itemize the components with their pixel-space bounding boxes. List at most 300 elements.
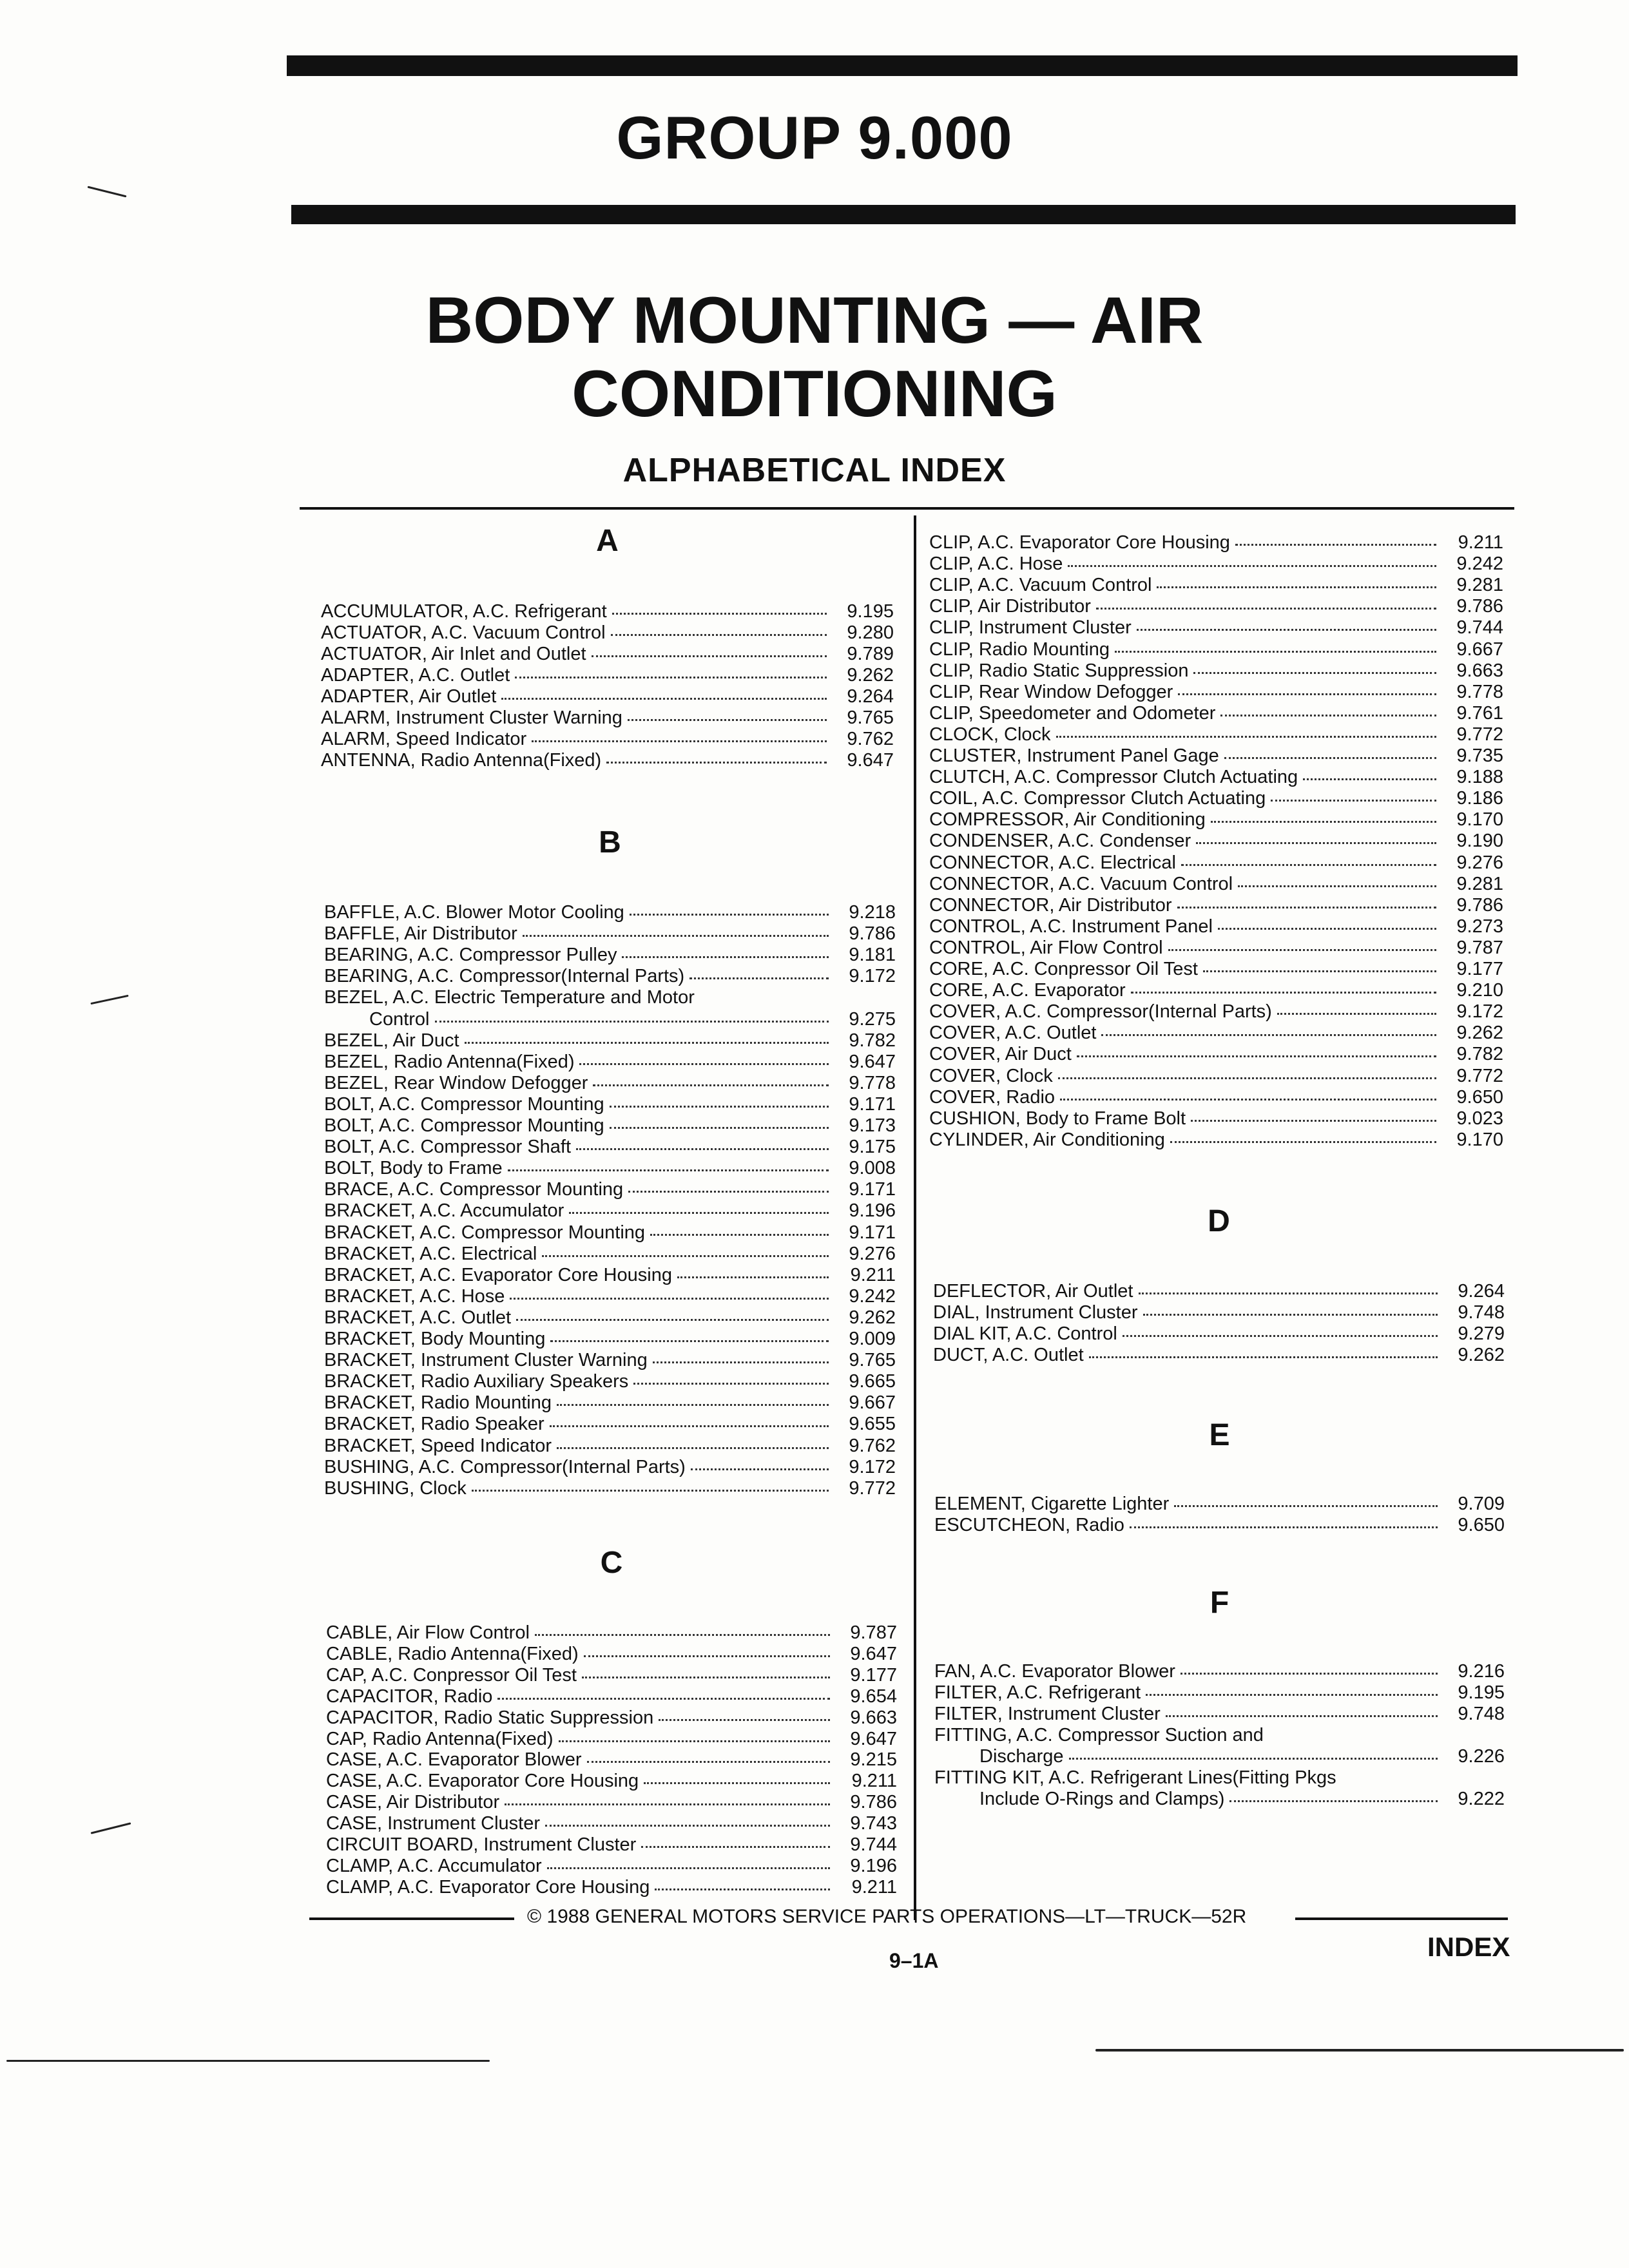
dot-leader [1139,1290,1438,1294]
index-entry [324,1436,896,1457]
index-entry-page: 9.647 [850,1643,897,1664]
dot-leader [535,1631,830,1636]
index-entry [321,665,894,686]
index-entry-page: 9.786 [1456,894,1503,916]
index-entry-text: CLIP, A.C. Vacuum Control [929,575,1152,596]
dot-leader [653,1359,829,1363]
index-title: ALPHABETICAL INDEX [622,452,1007,489]
index-entry [324,1137,896,1158]
dot-leader [1211,818,1436,823]
dot-leader [1058,1075,1436,1079]
index-entry-page: 9.211 [851,1771,897,1792]
index-entry-page: 9.782 [849,1030,896,1051]
index-entry [929,532,1503,553]
index-entry-page: 9.195 [1458,1682,1505,1703]
index-entry-text: CLIP, A.C. Hose [929,553,1063,575]
index-entry-page: 9.787 [850,1622,897,1643]
dot-leader [1203,968,1436,972]
index-entry-page: 9.647 [850,1728,897,1749]
index-entry-text: ACCUMULATOR, A.C. Refrigerant [321,601,607,622]
section-title-line2: CONDITIONING [572,357,1057,430]
dot-leader [1193,669,1436,674]
index-entry-text: BEARING, A.C. Compressor Pulley [324,945,617,966]
index-entry [326,1813,897,1834]
index-entry-page: 9.023 [1456,1108,1503,1129]
index-label: INDEX [1427,1932,1510,1962]
dot-leader [1174,1503,1438,1507]
index-entry [933,1323,1505,1345]
index-entry-page: 9.762 [849,1435,896,1456]
dot-leader [1096,605,1436,610]
dot-leader [628,716,827,721]
index-entry [324,923,896,945]
index-entry-text: FAN, A.C. Evaporator Blower [934,1661,1175,1682]
index-entry-text: CONNECTOR, A.C. Electrical [929,852,1176,873]
index-entry-text: ANTENNA, Radio Antenna(Fixed) [321,750,602,771]
index-entry-text: BRACKET, Radio Auxiliary Speakers [324,1371,629,1392]
dot-leader [510,1295,829,1300]
index-entry [326,1877,897,1898]
index-entry [326,1686,897,1707]
index-entry-text: BRACKET, A.C. Evaporator Core Housing [324,1264,672,1285]
dot-leader [1060,1096,1436,1100]
index-entry-continuation: Include O-Rings and Clamps) [979,1789,1225,1809]
dot-leader [532,738,827,742]
index-entry-page: 9.281 [1456,575,1503,596]
index-entry-text: DIAL KIT, A.C. Control [933,1323,1117,1344]
index-entry [326,1792,897,1813]
index-entry-page: 9.188 [1456,767,1503,788]
dot-leader [516,1316,829,1321]
index-entry-page: 9.009 [849,1329,896,1349]
index-entry-continuation: Discharge [979,1746,1064,1767]
index-entry-text: CLUTCH, A.C. Compressor Clutch Actuating [929,767,1298,788]
index-entry-page: 9.170 [1456,809,1503,831]
index-entry-page: 9.172 [849,1456,896,1477]
dot-leader [1218,925,1436,930]
dot-leader [1224,754,1436,759]
index-entry-page: 9.215 [850,1749,897,1771]
dot-leader [515,674,827,678]
index-entry [324,1350,896,1371]
index-entry-text: COVER, Clock [929,1065,1053,1086]
dot-leader [644,1780,830,1784]
index-entry [929,895,1503,916]
index-entry-text: CABLE, Air Flow Control [326,1622,530,1643]
index-entry [326,1834,897,1856]
index-entry-page: 9.280 [847,622,894,643]
index-entry-page: 9.786 [850,1792,897,1813]
index-entry-text: CUSHION, Body to Frame Bolt [929,1108,1186,1129]
index-entry-text: CAP, Radio Antenna(Fixed) [326,1728,554,1749]
index-entry-text: ELEMENT, Cigarette Lighter [934,1494,1170,1514]
index-entry-text: CORE, A.C. Conpressor Oil Test [929,959,1198,979]
section-title [0,284,1629,430]
index-entry-page: 9.171 [849,1093,896,1115]
index-entry [929,959,1503,980]
footer-rule-left [309,1917,514,1920]
index-entry-text: CASE, Instrument Cluster [326,1813,540,1834]
dot-leader [587,1758,831,1763]
index-entry-page: 9.181 [849,945,896,966]
footer-rule-right [1295,1917,1508,1920]
index-entry-text: BRACE, A.C. Compressor Mounting [324,1179,624,1200]
dot-leader [542,1253,829,1257]
index-entry [324,1030,896,1052]
dot-leader [1271,797,1436,802]
dot-leader [677,1274,829,1278]
index-entry-page: 9.765 [847,707,894,728]
index-entry-text: ALARM, Instrument Cluster Warning [321,707,622,728]
index-entry-page: 9.173 [849,1115,896,1136]
dot-leader [1277,1010,1436,1015]
index-entry-page: 9.663 [1456,660,1503,681]
index-entry-page: 9.778 [849,1072,896,1093]
index-entry-text: CLIP, Instrument Cluster [929,617,1132,639]
index-entry-text: BEZEL, Radio Antenna(Fixed) [324,1051,575,1072]
index-entry-text: CLIP, A.C. Evaporator Core Housing [929,532,1230,553]
index-title-rule [300,507,1514,510]
index-entry-page: 9.786 [1456,596,1503,617]
index-entry-text: CLOCK, Clock [929,724,1051,745]
dot-leader [689,975,829,979]
index-entry-text: COVER, Radio [929,1086,1055,1108]
section-letter-e: E [1209,1418,1230,1452]
index-entry [324,1073,896,1094]
dot-leader [472,1487,829,1492]
dot-leader [557,1401,829,1406]
index-entry [324,1414,896,1435]
index-entry-page: 9.281 [1456,873,1503,894]
index-entry-page: 9.279 [1458,1323,1505,1344]
index-entry [369,1009,896,1030]
index-entry [929,660,1503,682]
index-entry-text: BAFFLE, Air Distributor [324,923,517,945]
top-rule-bar [287,55,1518,76]
dot-leader [612,610,827,615]
index-entry-page: 9.772 [849,1477,896,1499]
index-entry [929,745,1503,767]
index-entry [324,1371,896,1392]
index-entry-text: CAP, A.C. Conpressor Oil Test [326,1664,577,1686]
index-entry-text: COVER, Air Duct [929,1044,1072,1065]
index-entry-text: CONNECTOR, A.C. Vacuum Control [929,873,1233,894]
index-entry-page: 9.216 [1458,1661,1505,1682]
index-entry-page: 9.778 [1456,681,1503,702]
index-entry [929,1001,1503,1023]
dot-leader [435,1018,829,1023]
index-entry [324,1158,896,1179]
index-entry-text: BRACKET, A.C. Electrical [324,1243,537,1264]
index-entry-page: 9.743 [850,1813,897,1834]
dot-leader [641,1843,830,1848]
index-entry-text: BEZEL, Rear Window Defogger [324,1072,588,1093]
index-entry-text: CONNECTOR, Air Distributor [929,894,1172,916]
index-entry-page: 9.654 [850,1686,897,1707]
index-entry-text: BRACKET, Body Mounting [324,1329,546,1349]
index-entry [324,1329,896,1350]
index-entry [326,1622,897,1644]
index-entry [321,750,894,771]
dot-leader [633,1380,829,1385]
index-entry [934,1682,1505,1704]
index-entry-text: DEFLECTOR, Air Outlet [933,1281,1133,1302]
index-entry [929,1023,1503,1044]
index-entry-page: 9.262 [1456,1023,1503,1044]
index-entry-page: 9.211 [1458,532,1503,553]
scan-bottom-line [6,2060,490,2062]
dot-leader [1181,861,1436,866]
index-entry [324,966,896,987]
dot-leader [606,759,827,764]
index-entry-page: 9.170 [1456,1129,1503,1150]
dot-leader [1181,1670,1438,1675]
index-entry-page: 9.211 [851,1876,897,1898]
dot-leader [1170,1139,1436,1143]
index-entry-text: BRACKET, A.C. Outlet [324,1307,512,1328]
index-entry-text: ACTUATOR, Air Inlet and Outlet [321,644,586,664]
dot-leader [497,1695,830,1700]
section-letter-f: F [1210,1586,1229,1620]
index-entry [979,1746,1505,1767]
index-entry-text: CONTROL, Air Flow Control [929,937,1163,958]
dot-leader [592,653,827,657]
dot-leader [545,1822,830,1827]
index-entry-page: 9.262 [847,665,894,686]
index-entry-page: 9.273 [1456,916,1503,937]
index-entry-text: ALARM, Speed Indicator [321,729,527,749]
index-entry-text: BRACKET, Radio Speaker [324,1414,545,1435]
index-entry-text: BOLT, A.C. Compressor Mounting [324,1093,604,1115]
index-entry-text: CLIP, Radio Mounting [929,639,1110,660]
index-entry-text: CONDENSER, A.C. Condenser [929,831,1191,852]
index-entry-text: CLUSTER, Instrument Panel Gage [929,745,1219,766]
index-entry-page: 9.665 [849,1371,896,1392]
dot-leader [550,1423,829,1427]
index-entry [321,601,894,622]
dot-leader [610,1103,829,1108]
index-entry-page: 9.210 [1456,980,1503,1001]
scan-mark [90,995,128,1004]
index-entry [979,1789,1505,1810]
index-entry [321,686,894,707]
index-entry-text: BRACKET, A.C. Accumulator [324,1200,564,1222]
index-entry-page: 9.177 [850,1664,897,1686]
scan-mark [91,1822,131,1834]
index-entry-text: BEZEL, Air Duct [324,1030,459,1051]
index-entry-text: CLAMP, A.C. Evaporator Core Housing [326,1876,650,1898]
dot-leader [593,1082,829,1086]
group-rule-bar [291,205,1516,224]
index-entry [321,622,894,644]
index-entry [929,575,1503,596]
index-entry [929,553,1503,575]
index-entry-text: CLIP, Rear Window Defogger [929,681,1173,702]
index-entry-page: 9.650 [1458,1515,1505,1535]
index-entry [321,644,894,665]
index-entry [929,831,1503,852]
dot-leader [505,1801,830,1805]
index-entry-text: DIAL, Instrument Cluster [933,1302,1138,1323]
index-entry-page: 9.787 [1456,937,1503,958]
index-entry-text: ADAPTER, Air Outlet [321,686,497,707]
index-entry-text: ESCUTCHEON, Radio [934,1515,1124,1535]
column-divider [914,515,916,1920]
index-entry-page: 9.663 [850,1707,897,1728]
dot-leader [1056,733,1436,738]
index-entry-continuation: Control [369,1008,430,1030]
index-entry [929,937,1503,959]
index-entry-page: 9.276 [849,1243,896,1264]
dot-leader [630,911,829,916]
dot-leader [1303,776,1436,780]
index-entry-text: ACTUATOR, A.C. Vacuum Control [321,622,606,643]
dot-leader [1157,584,1436,588]
copyright-text: © 1988 GENERAL MOTORS SERVICE PARTS OPERATIONS—LT—TRUCK—52R [527,1906,1247,1927]
index-entry-page: 9.211 [850,1264,896,1285]
dot-leader [622,954,829,958]
dot-leader [1196,840,1436,844]
index-entry-page: 9.218 [849,902,896,923]
index-entry-text: CLIP, Radio Static Suppression [929,660,1189,681]
group-title: GROUP 9.000 [616,104,1013,171]
index-entry [324,945,896,966]
index-entry [324,1179,896,1200]
index-entry-text: CLAMP, A.C. Accumulator [326,1855,542,1876]
index-entry-page: 9.667 [1456,639,1503,660]
index-entry-page: 9.264 [847,686,894,707]
index-entry-text: BEARING, A.C. Compressor(Internal Parts) [324,966,685,987]
index-entry-page: 9.242 [849,1285,896,1307]
index-entry-text: CAPACITOR, Radio [326,1686,493,1707]
dot-leader [1191,1117,1436,1122]
index-entry [326,1856,897,1877]
index-entry [929,980,1503,1001]
index-entry [324,1307,896,1329]
index-entry [324,1392,896,1414]
index-entry-page: 9.242 [1456,553,1503,575]
index-entry-text: BUSHING, A.C. Compressor(Internal Parts) [324,1456,686,1477]
index-entry [933,1302,1505,1323]
dot-leader [1238,883,1436,887]
scan-bottom-line [1095,2049,1624,2052]
index-entry-page: 9.172 [849,966,896,987]
dot-leader [465,1039,829,1044]
index-entry-page: 9.761 [1456,702,1503,724]
section-letter-c: C [600,1546,623,1580]
dot-leader [547,1865,830,1869]
index-entry-text: CLIP, Speedometer and Odometer [929,702,1216,724]
scan-mark [88,186,127,198]
index-entry [326,1707,897,1729]
index-entry [324,1222,896,1244]
index-entry-text: BRACKET, A.C. Compressor Mounting [324,1222,646,1243]
index-entry-page: 9.226 [1458,1746,1505,1767]
index-entry [929,1129,1503,1151]
dot-leader [582,1674,830,1678]
dot-leader [557,1445,829,1449]
index-entry-text: COMPRESSOR, Air Conditioning [929,809,1206,831]
dot-leader [1166,1713,1438,1717]
dot-leader [1235,541,1436,546]
index-entry-text: BRACKET, Speed Indicator [324,1435,552,1456]
index-entry-page: 9.172 [1456,1001,1503,1023]
index-entry-page: 9.735 [1456,745,1503,766]
index-entry [324,902,896,923]
dot-leader [1177,904,1436,908]
index-entry-text: FITTING, A.C. Compressor Suction and [934,1725,1264,1745]
index-entry [934,1661,1505,1682]
index-entry-page: 9.647 [847,750,894,771]
index-entry [321,707,894,729]
dot-leader [1143,1311,1438,1316]
index-entry-page: 9.262 [1458,1345,1505,1365]
index-entry-text: COIL, A.C. Compressor Clutch Actuating [929,788,1266,809]
index-entry-text: BOLT, A.C. Compressor Mounting [324,1115,604,1136]
dot-leader [1123,1332,1438,1337]
dot-leader [1130,1524,1438,1528]
index-entry-text: COVER, A.C. Outlet [929,1023,1097,1044]
index-entry [929,639,1503,660]
index-entry-page: 9.186 [1456,788,1503,809]
index-entry-text: CIRCUIT BOARD, Instrument Cluster [326,1834,637,1855]
index-entry-page: 9.177 [1456,959,1503,979]
dot-leader [508,1167,829,1171]
dot-leader [1229,1798,1438,1802]
index-entry [933,1281,1505,1302]
dot-leader [655,1886,830,1890]
index-entry-text: BEZEL, A.C. Electric Temperature and Motor [324,987,695,1008]
dot-leader [1146,1691,1438,1696]
index-entry [326,1749,897,1771]
index-entry-page: 9.264 [1458,1281,1505,1302]
index-entry-text: ADAPTER, A.C. Outlet [321,665,510,686]
index-entry [934,1704,1505,1725]
index-entry [324,1286,896,1307]
index-entry [929,703,1503,724]
section-letter-b: B [599,825,621,860]
index-entry-text: COVER, A.C. Compressor(Internal Parts) [929,1001,1272,1023]
index-entry-page: 9.709 [1458,1494,1505,1514]
index-entry [326,1729,897,1750]
index-entry-text: BUSHING, Clock [324,1477,467,1499]
dot-leader [550,1338,829,1342]
index-entry-page: 9.667 [849,1392,896,1414]
index-entry-page: 9.772 [1456,1065,1503,1086]
index-entry-text: BAFFLE, A.C. Blower Motor Cooling [324,902,624,923]
dot-leader [576,1146,829,1150]
index-entry [326,1771,897,1792]
index-entry-page: 9.650 [1456,1086,1503,1108]
dot-leader [1131,989,1436,994]
index-entry-page: 9.762 [847,729,894,749]
index-entry-page: 9.175 [849,1137,896,1158]
dot-leader [610,1124,829,1129]
index-entry-page: 9.196 [850,1855,897,1876]
dot-leader [1101,1032,1436,1036]
index-entry-page: 9.744 [850,1834,897,1855]
index-entry-page: 9.786 [849,923,896,945]
index-entry-text: FITTING KIT, A.C. Refrigerant Lines(Fitting Pkgs [934,1767,1336,1788]
index-entry [324,1052,896,1073]
dot-leader [569,1209,829,1214]
index-entry-page: 9.171 [849,1222,896,1243]
index-entry-page: 9.276 [1456,852,1503,873]
index-entry-text: BRACKET, A.C. Hose [324,1285,505,1307]
index-entry [929,1066,1503,1087]
index-entry [326,1665,897,1686]
section-letter-d: D [1208,1204,1230,1238]
